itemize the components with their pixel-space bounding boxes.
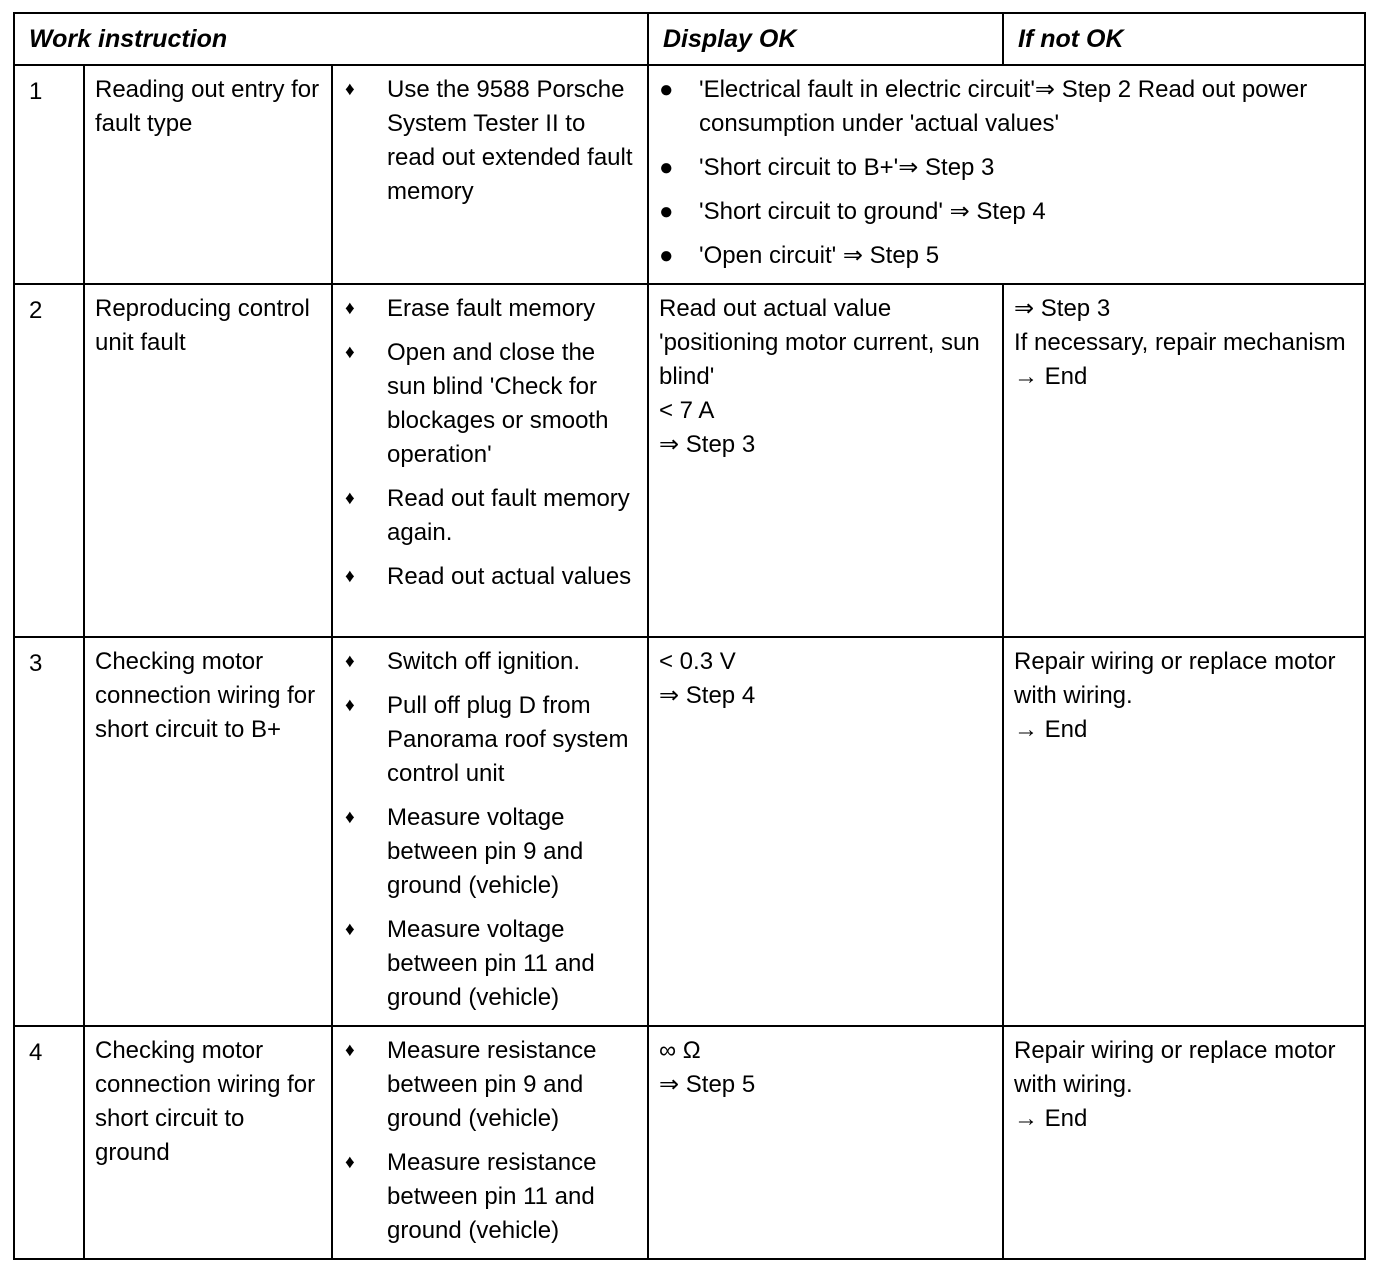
header-display-ok: Display OK [648,13,1003,65]
diamond-bullet-icon: ♦ [345,1152,355,1173]
list-item: ♦ Open and close the sun blind 'Check for blockages or smooth operation' [341,336,639,472]
list-item: ♦ Erase fault memory [341,292,639,326]
diamond-bullet-icon: ♦ [345,342,355,363]
table-row [14,65,1365,284]
step-actions [332,637,648,1026]
dot-bullet-icon: ● [659,242,674,269]
diamond-bullet-icon: ♦ [345,651,355,672]
step-number: 2 [14,284,84,637]
table-row [14,284,1365,637]
list-item: ♦ Read out actual values [341,560,639,594]
list-item: ♦ Pull off plug D from Panorama roof system control unit [341,689,639,791]
diamond-bullet-icon: ♦ [345,695,355,716]
header-row [14,13,1365,65]
display-ok-cell [648,65,1365,284]
list-item: ♦ Measure voltage between pin 9 and ground (vehicle) [341,801,639,903]
diamond-bullet-icon: ♦ [345,298,355,319]
step-task: Reading out entry for fault type [84,65,332,284]
header-work-instruction: Work instruction [14,13,648,65]
work-instruction-table [13,12,1366,1260]
display-ok-cell: < 0.3 V ⇒ Step 4 [648,637,1003,1026]
diamond-bullet-icon: ♦ [345,919,355,940]
dot-bullet-icon: ● [659,76,674,103]
if-not-ok-cell: Repair wiring or replace motor with wiring. → End [1003,637,1365,1026]
step-actions [332,65,648,284]
list-item: ● 'Open circuit' ⇒ Step 5 [657,239,1356,273]
list-item: ● 'Short circuit to B+'⇒ Step 3 [657,151,1356,185]
step-number: 4 [14,1026,84,1259]
step-task: Checking motor connection wiring for short circuit to ground [84,1026,332,1259]
diamond-bullet-icon: ♦ [345,488,355,509]
display-ok-cell: Read out actual value 'positioning motor current, sun blind' < 7 A ⇒ Step 3 [648,284,1003,637]
diamond-bullet-icon: ♦ [345,1040,355,1061]
list-item: ● 'Electrical fault in electric circuit'⇒ Step 2 Read out power consumption under 'actual values' [657,73,1356,141]
step-task: Reproducing control unit fault [84,284,332,637]
diamond-bullet-icon: ♦ [345,566,355,587]
list-item: ♦ Use the 9588 Porsche System Tester II to read out extended fault memory [341,73,639,209]
table-row [14,1026,1365,1259]
header-if-not-ok: If not OK [1003,13,1365,65]
list-item: ♦ Measure voltage between pin 11 and ground (vehicle) [341,913,639,1015]
list-item: ♦ Measure resistance between pin 11 and ground (vehicle) [341,1146,639,1248]
step-number: 1 [14,65,84,284]
list-item: ● 'Short circuit to ground' ⇒ Step 4 [657,195,1356,229]
step-number: 3 [14,637,84,1026]
list-item: ♦ Measure resistance between pin 9 and ground (vehicle) [341,1034,639,1136]
dot-bullet-icon: ● [659,198,674,225]
display-ok-cell: ∞ Ω ⇒ Step 5 [648,1026,1003,1259]
if-not-ok-cell: Repair wiring or replace motor with wiring. → End [1003,1026,1365,1259]
step-task: Checking motor connection wiring for short circuit to B+ [84,637,332,1026]
list-item: ♦ Switch off ignition. [341,645,639,679]
table-row [14,637,1365,1026]
dot-bullet-icon: ● [659,154,674,181]
diamond-bullet-icon: ♦ [345,79,355,100]
list-item: ♦ Read out fault memory again. [341,482,639,550]
diamond-bullet-icon: ♦ [345,807,355,828]
step-actions [332,284,648,637]
if-not-ok-cell: ⇒ Step 3 If necessary, repair mechanism → End [1003,284,1365,637]
step-actions [332,1026,648,1259]
